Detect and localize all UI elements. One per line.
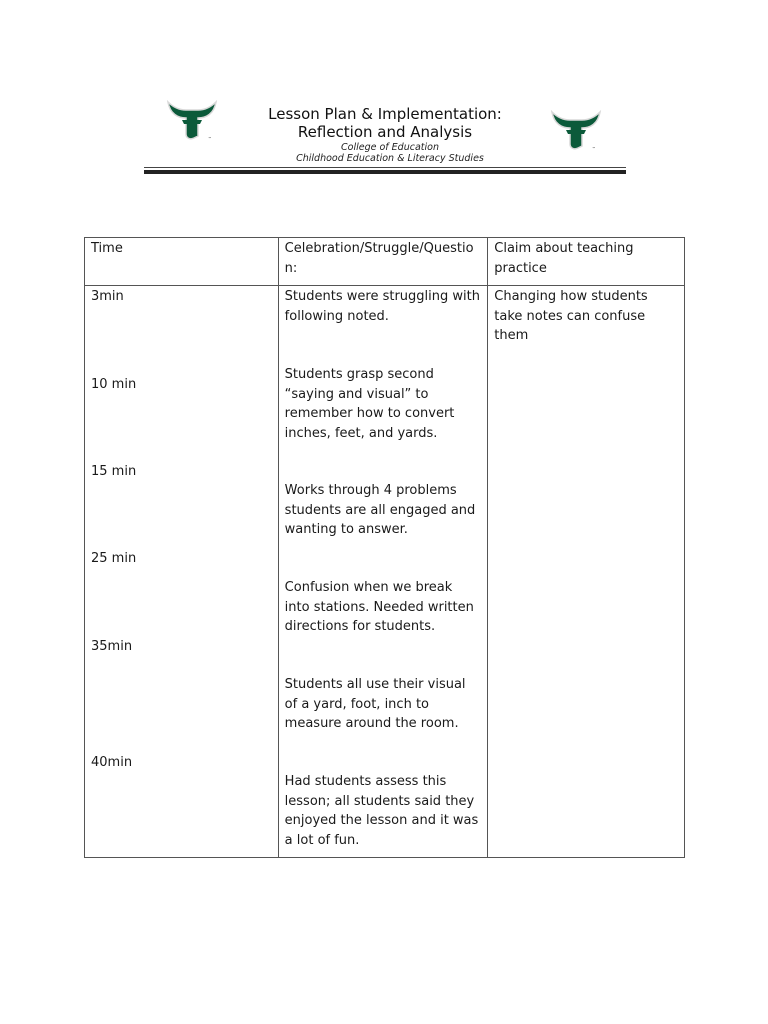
time-cell — [85, 286, 279, 858]
notes-cell — [278, 286, 488, 858]
time-entry: 10 min — [91, 377, 137, 392]
college-name: College of Education — [341, 142, 439, 153]
header-divider-thick — [144, 170, 626, 174]
time-entry: 35min — [91, 639, 133, 654]
time-entry: 15 min — [91, 464, 137, 479]
time-entry: 25 min — [91, 551, 137, 566]
note-entry: Students grasp second “saying and visual” to remember how to convert inches, feet, and yards. — [284, 367, 455, 441]
note-entry: Had students assess this lesson; all students said they enjoyed the lesson and it was a lot of fun. — [284, 774, 479, 848]
note-entry: Confusion when we break into stations. Needed written directions for students. — [284, 580, 474, 634]
note-entry: Students all use their visual of a yard, foot, inch to measure around the room. — [284, 677, 466, 731]
document-title-line-1: Lesson Plan & Implementation: — [268, 105, 502, 123]
column-header-time: Time — [85, 238, 279, 286]
header-divider-thin — [144, 167, 626, 168]
column-header-celebration — [278, 238, 488, 286]
claim-cell — [488, 286, 685, 858]
time-entry: 3min — [91, 289, 124, 304]
column-header-claim: Claim about teaching practice — [488, 238, 685, 286]
note-entry: Students were struggling with following noted. — [284, 289, 480, 324]
reflection-table — [84, 237, 685, 858]
claim-text: Changing how students take notes can confuse them — [494, 289, 648, 343]
column-header-celebration-text: Celebration/Struggle/Question: — [284, 241, 474, 276]
svg-text:™: ™ — [208, 136, 212, 141]
table-header-row — [85, 238, 685, 286]
department-name: Childhood Education & Literacy Studies — [296, 153, 484, 164]
time-entry: 40min — [91, 755, 133, 770]
svg-text:™: ™ — [592, 146, 596, 151]
document-title-line-2: Reflection and Analysis — [297, 123, 473, 141]
note-entry: Works through 4 problems students are all engaged and wanting to answer. — [284, 483, 476, 537]
table-body-row — [85, 286, 685, 858]
